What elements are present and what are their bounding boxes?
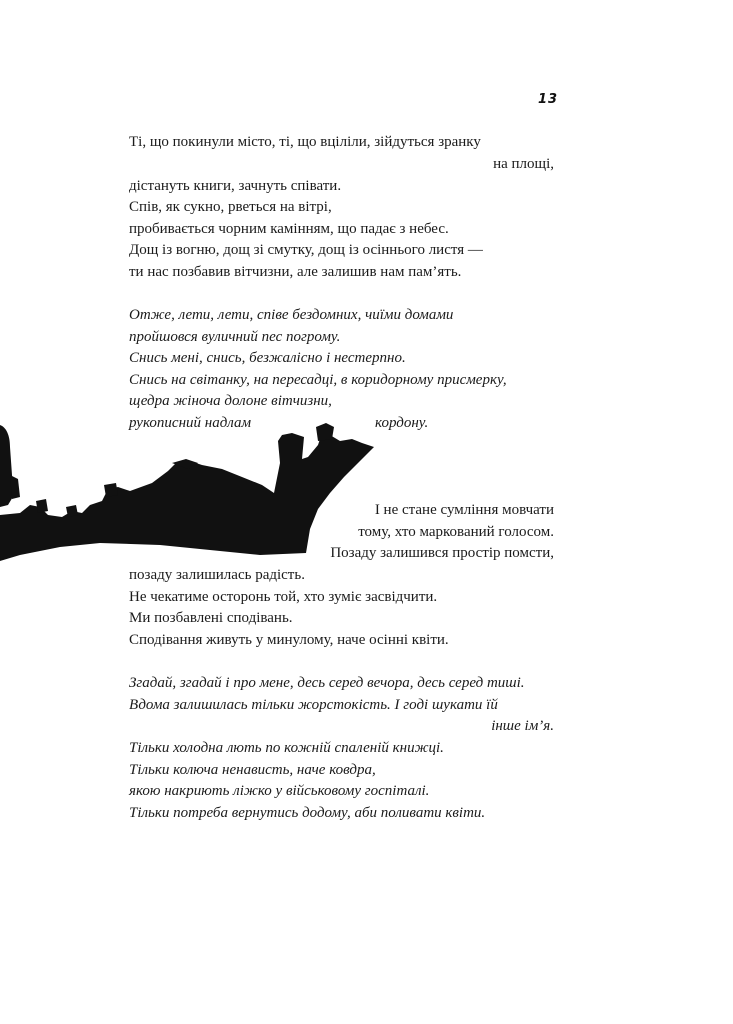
city-silhouette-illustration: [0, 405, 400, 565]
poem-line: інше ім’я.: [491, 718, 554, 734]
poem-line: Сподівання живуть у минулому, наче осінні квіти.: [129, 632, 449, 648]
poem-line: на площі,: [493, 156, 554, 172]
poem-line: Згадай, згадай і про мене, десь серед вечора, десь серед тиші.: [129, 675, 525, 691]
poem-line: Тільки холодна лють по кожній спаленій книжці.: [129, 740, 444, 756]
poem-line: Отже, лети, лети, співе бездомних, чиїми домами: [129, 307, 454, 323]
poem-line: дістануть книги, зачнуть співати.: [129, 178, 342, 194]
poem-line: Спів, як сукно, рветься на вітрі,: [129, 199, 332, 215]
poem-line: пробивається чорним камінням, що падає з небес.: [129, 221, 449, 237]
poem-line: Не чекатиме осторонь той, хто зуміє засвідчити.: [129, 589, 438, 605]
poem-line: Ті, що покинули місто, ті, що вціліли, зійдуться зранку: [129, 134, 481, 150]
poem-line: рукописний надлам: [129, 415, 252, 431]
poem-line: Дощ із вогню, дощ зі смутку, дощ із осіннього листя —: [129, 242, 483, 258]
poem-line: Тільки потреба вернутись додому, аби поливати квіти.: [129, 805, 486, 821]
poem-line: якою накриють ліжко у військовому госпіталі.: [129, 783, 430, 799]
poem-line: Ми позбавлені сподівань.: [129, 610, 293, 626]
poem-line: ти нас позбавив вітчизни, але залишив нам пам’ять.: [129, 264, 462, 280]
poem-line: щедра жіноча долоне вітчизни,: [129, 393, 332, 409]
poem-line: тому, хто маркований голосом.: [358, 524, 554, 540]
poem-line: Снись мені, снись, безжалісно і нестерпно.: [129, 350, 406, 366]
poem-line: Снись на світанку, на пересадці, в коридорному присмерку,: [129, 372, 507, 388]
poem-line: Тільки колюча ненависть, наче ковдра,: [129, 762, 376, 778]
poem-line: І не стане сумління мовчати: [374, 502, 554, 518]
poem-line: кордону.: [375, 415, 429, 431]
poem-line: позаду залишилась радість.: [129, 567, 305, 583]
poem-line: пройшовся вуличний пес погрому.: [129, 329, 341, 345]
poem-line: Позаду залишився простір помсти,: [330, 545, 554, 561]
page-number: 13: [538, 92, 559, 107]
poem-line: Вдома залишилась тільки жорстокість. І годі шукати їй: [129, 697, 498, 713]
